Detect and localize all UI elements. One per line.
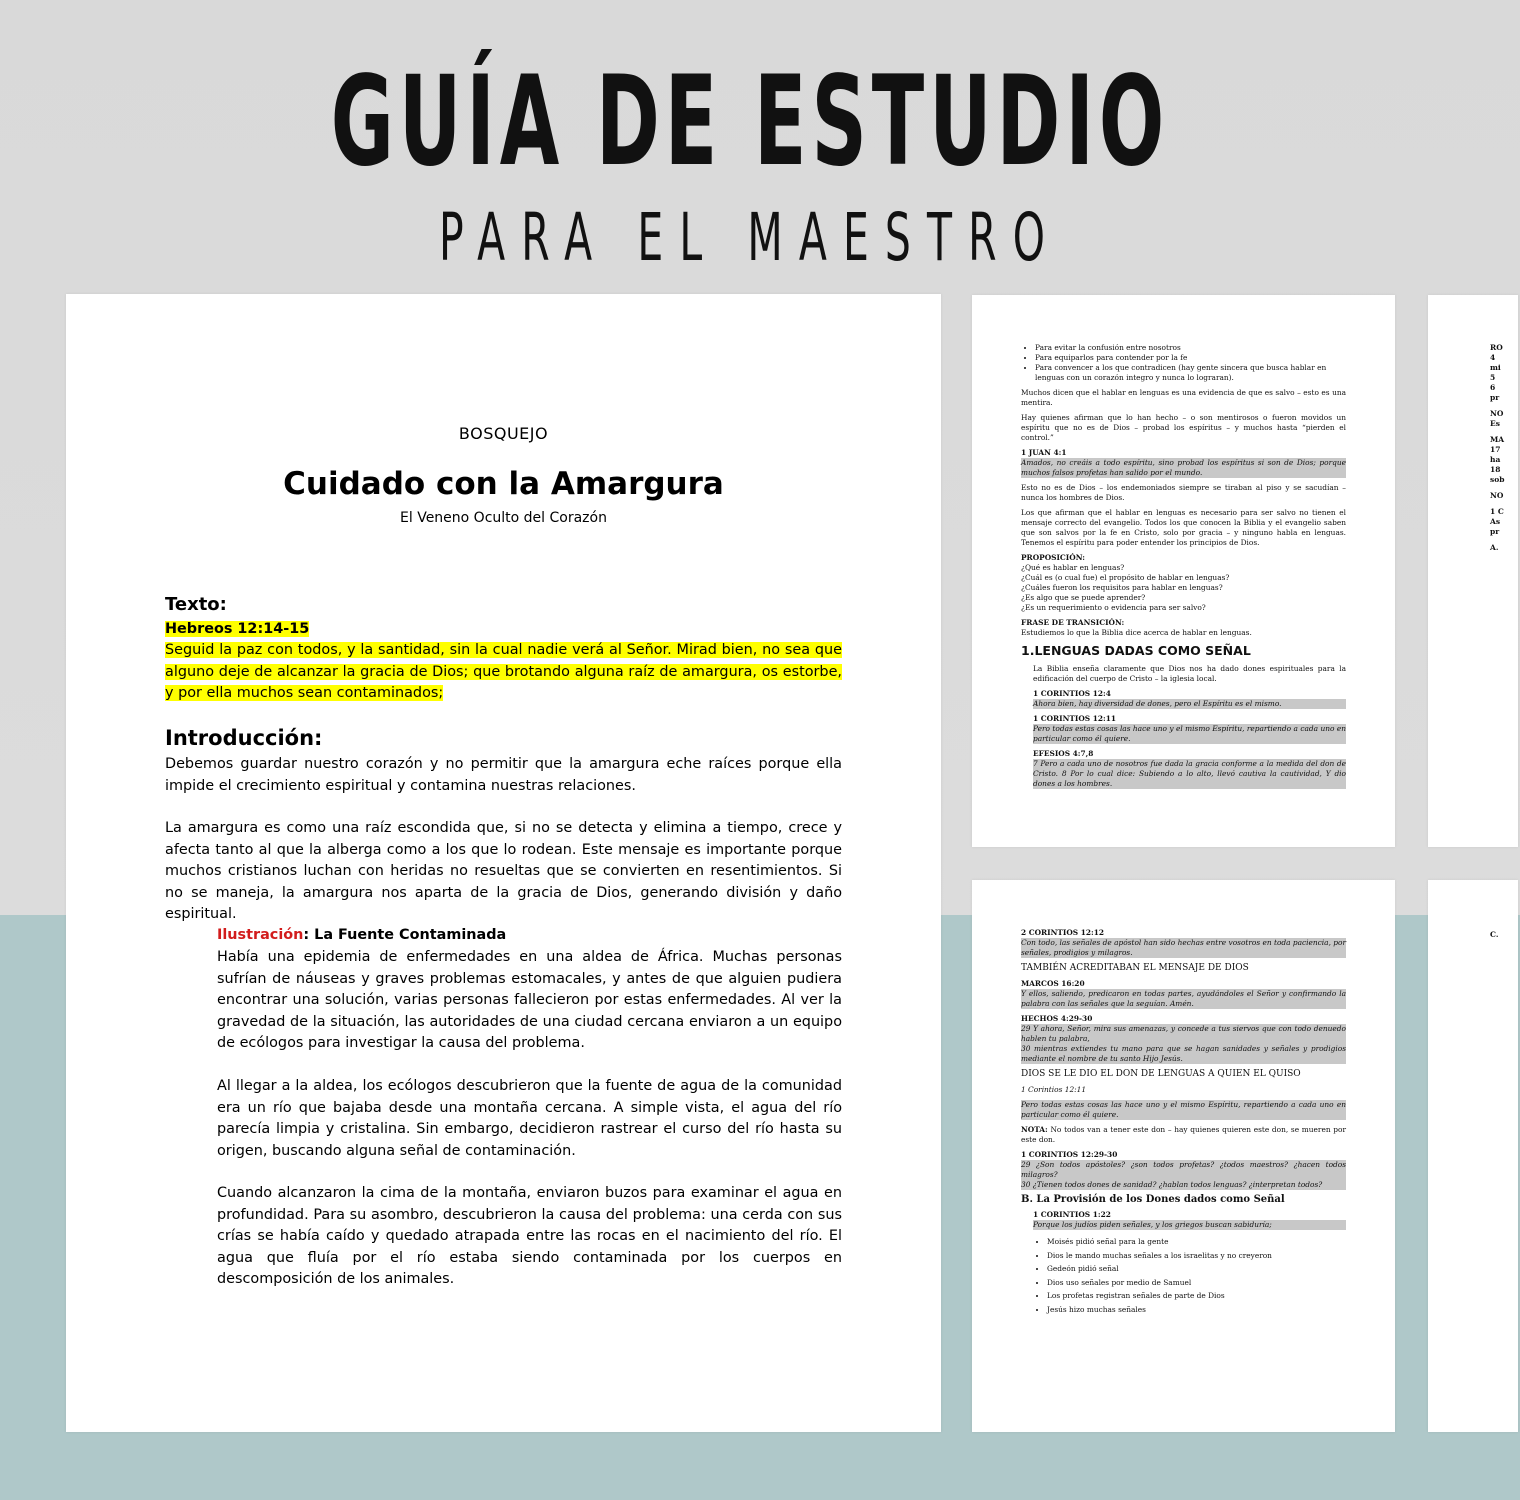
verse-quote: 29 ¿Son todos apóstoles? ¿son todos profetas? ¿todos maestros? ¿hacen todos milagros? <box>1021 1160 1346 1179</box>
cropped-line: sob <box>1490 475 1505 484</box>
verse-ref: 1 CORINTIOS 1:22 <box>1033 1210 1111 1219</box>
verse-quote: Con todo, las señales de apóstol han sido hechas entre vosotros en toda paciencia, por señales, prodigios y milagros. <box>1021 938 1346 957</box>
verse-ref: HECHOS 4:29-30 <box>1021 1014 1093 1023</box>
illustration-heading <box>217 925 842 947</box>
intro-paragraph-1: Debemos guardar nuestro corazón y no permitir que la amargura eche raíces porque ella impide el crecimiento espiritual y contamina nuestras relaciones. <box>165 756 842 794</box>
cropped-line: 4 <box>1490 353 1496 362</box>
verse-quote: Pero todas estas cosas las hace uno y el mismo Espíritu, repartiendo a cada uno en particular como él quiere. <box>1033 724 1346 743</box>
illustration-label: Ilustración <box>217 927 304 943</box>
list-item: • Jesús hizo muchas señales <box>1047 1303 1346 1317</box>
page-bottom-fade <box>66 1294 941 1432</box>
illustration-paragraph-1: Había una epidemia de enfermedades en una aldea de África. Muchas personas sufrían de náuseas y graves problemas estomacales, y antes de que alguien pudiera encontrar una solución, varias personas fallecieron por estas enfermedades. Al ver la gravedad de la situación, las autoridades de una ciudad cercana enviaron a un equipo de ecólogos para investigar la causa del problema. <box>217 949 842 1051</box>
texto-heading: Texto: <box>165 594 227 615</box>
cropped-line: A. <box>1490 543 1499 552</box>
cropped-line: C. <box>1490 930 1499 939</box>
cropped-text <box>1490 343 1520 553</box>
verse-quote: 29 Y ahora, Señor, mira sus amenazas, y concede a tus siervos que con todo denuedo hablen tu palabra, <box>1021 1024 1346 1043</box>
proposition-line: ¿Qué es hablar en lenguas? <box>1021 563 1125 572</box>
verse-ref: 1 CORINTIOS 12:4 <box>1033 689 1111 698</box>
transition-text: Estudiemos lo que la Biblia dice acerca de hablar en lenguas. <box>1021 628 1252 637</box>
caps-heading: TAMBIÉN ACREDITABAN EL MENSAJE DE DIOS <box>1021 963 1249 973</box>
paragraph: Esto no es de Dios – los endemoniados siempre se tiraban al piso y se sacudían – nunca los hombres de Dios. <box>1021 483 1346 502</box>
subsection-body <box>1021 1210 1346 1316</box>
banner-subtitle: PARA EL MAESTRO <box>438 199 1062 276</box>
texto-body <box>165 640 842 705</box>
verse-ref: 1 JUAN 4:1 <box>1021 448 1067 457</box>
section-heading: 1.LENGUAS DADAS COMO SEÑAL <box>1021 643 1251 658</box>
banner-title: GUÍA DE ESTUDIO <box>330 50 1170 194</box>
list-item: • Para equiparlos para contender por la fe <box>1035 353 1346 363</box>
caps-heading: DIOS SE LE DIO EL DON DE LENGUAS A QUIEN EL QUISO <box>1021 1069 1301 1079</box>
cropped-line: As <box>1490 517 1501 526</box>
cropped-line: 1 C <box>1490 507 1504 516</box>
verse-ref: 1 Corintios 12:11 <box>1021 1085 1087 1094</box>
document-page-5-edge <box>1428 880 1518 1432</box>
verse-ref: MARCOS 16:20 <box>1021 979 1085 988</box>
list-item: • Dios le mando muchas señales a los israelitas y no creyeron <box>1047 1249 1346 1263</box>
proposition-line: ¿Es algo que se puede aprender? <box>1021 593 1146 602</box>
texto-ref <box>165 619 842 641</box>
texto-body-text: Seguid la paz con todos, y la santidad, sin la cual nadie verá al Señor. Mirad bien, no sea que alguno deje de alcanzar la gracia de Dios; que brotando alguna raíz de amargura, os estorbe, y por ella muchos sean contaminados; <box>165 642 842 701</box>
cropped-line: NO <box>1490 409 1504 418</box>
document-page-4-edge <box>1428 295 1518 847</box>
cropped-line: 17 <box>1490 445 1501 454</box>
verse-quote: 30 mientras extiendes tu mano para que se hagan sanidades y señales y prodigios mediante el nombre de tu santo Hijo Jesús. <box>1021 1044 1346 1063</box>
list-item: • Dios uso señales por medio de Samuel <box>1047 1276 1346 1290</box>
intro-paragraph-2: La amargura es como una raíz escondida que, si no se detecta y elimina a tiempo, crece y afecta tanto al que la alberga como a los que lo rodean. Este mensaje es importante porque muchos cristianos luchan con heridas no resueltas que se convierten en resentimientos. Si no se maneja, la amargura nos aparta de la gracia de Dios, generando división y daño espiritual. <box>165 820 842 922</box>
cropped-line: ha <box>1490 455 1501 464</box>
note <box>1021 1125 1346 1145</box>
verse-ref: 1 CORINTIOS 12:11 <box>1033 714 1116 723</box>
cropped-line: pr <box>1490 527 1500 536</box>
transition-heading: FRASE DE TRANSICIÓN: <box>1021 618 1125 627</box>
cropped-line: NO <box>1490 491 1504 500</box>
sermon-title: Cuidado con la Amargura <box>283 466 724 502</box>
outline-label: BOSQUEJO <box>458 424 549 443</box>
illustration-paragraph-3: Cuando alcanzaron la cima de la montaña, enviaron buzos para examinar el agua en profundidad. Para su asombro, descubrieron la causa del problema: una cerda con sus crías se había caído y quedado atrapada entre las rocas en el nacimiento del río. El agua que fluía por el río estaba siendo contaminada por los cuerpos en descomposición de los animales. <box>217 1185 842 1287</box>
cropped-line: MA <box>1490 435 1505 444</box>
verse-ref: 2 CORINTIOS 12:12 <box>1021 928 1104 937</box>
cropped-text <box>1490 930 1520 940</box>
note-text: No todos van a tener este don – hay quienes quieren este don, se mueren por este don. <box>1021 1125 1346 1144</box>
verse-quote: 30 ¿Tienen todos dones de sanidad? ¿hablan todos lenguas? ¿interpretan todos? <box>1021 1180 1346 1190</box>
paragraph: Los que afirman que el hablar en lenguas es necesario para ser salvo no tienen el mensaje correcto del evangelio. Todos los que conocen la Biblia y el evangelio saben que son salvos por la fe en Cristo, solo por gracia – y ninguno habla en lenguas. Tenemos el espíritu para poder entender los principios de Dios. <box>1021 508 1346 547</box>
signs-list <box>1033 1235 1346 1316</box>
cropped-line: 5 <box>1490 373 1496 382</box>
list-item: • Los profetas registran señales de parte de Dios <box>1047 1289 1346 1303</box>
document-page-3 <box>972 880 1395 1432</box>
list-item: • Moisés pidió señal para la gente <box>1047 1235 1346 1249</box>
paragraph: La Biblia enseña claramente que Dios nos ha dado dones espirituales para la edificación del cuerpo de Cristo – la iglesia local. <box>1033 664 1346 683</box>
illustration-paragraph-2: Al llegar a la aldea, los ecólogos descubrieron que la fuente de agua de la comunidad era un río que bajaba desde una montaña cercana. A simple vista, el agua del río parecía limpia y cristalina. Sin embargo, decidieron rastrear el curso del río hasta su origen, buscando alguna señal de contaminación. <box>217 1078 842 1159</box>
sermon-subtitle: El Veneno Oculto del Corazón <box>400 510 607 526</box>
note-label: NOTA: <box>1021 1125 1048 1134</box>
proposition-heading: PROPOSICIÓN: <box>1021 553 1085 562</box>
list-item: • Para convencer a los que contradicen (hay gente sincera que busca hablar en lenguas con un corazón integro y nunca lo lograran). <box>1035 363 1346 383</box>
texto-ref-text: Hebreos 12:14-15 <box>165 621 310 637</box>
proposition-line: ¿Cuál es (o cual fue) el propósito de hablar en lenguas? <box>1021 573 1230 582</box>
cropped-line: 6 <box>1490 383 1496 392</box>
paragraph: Hay quienes afirman que lo han hecho – o son mentirosos o fueron movidos un espíritu que no es de Dios – probad los espíritus – y muchos hasta “pierden el control.” <box>1021 413 1346 442</box>
verse-quote: Porque los judíos piden señales, y los griegos buscan sabiduría; <box>1033 1220 1346 1230</box>
list-item: • Para evitar la confusión entre nosotros <box>1035 343 1346 353</box>
proposition-line: ¿Cuáles fueron los requisitos para hablar en lenguas? <box>1021 583 1223 592</box>
subsection-heading: B. La Provisión de los Dones dados como Señal <box>1021 1194 1285 1205</box>
cropped-line: Es <box>1490 419 1500 428</box>
intro-heading: Introducción: <box>165 726 323 750</box>
cropped-line: 18 <box>1490 465 1501 474</box>
purpose-list <box>1021 343 1346 383</box>
section-body <box>1021 664 1346 789</box>
verse-quote: 7 Pero a cada uno de nosotros fue dada la gracia conforme a la medida del don de Cristo. 8 Por lo cual dice: Subiendo a lo alto, llevó cautiva la cautividad, Y dio dones a los hombres. <box>1033 759 1346 788</box>
document-page-2 <box>972 295 1395 847</box>
paragraph: Muchos dicen que el hablar en lenguas es una evidencia de que es salvo – esto es una mentira. <box>1021 388 1346 407</box>
cropped-line: pr <box>1490 393 1500 402</box>
cropped-line: RO <box>1490 343 1503 352</box>
verse-quote: Pero todas estas cosas las hace uno y el mismo Espíritu, repartiendo a cada uno en particular como él quiere. <box>1021 1100 1346 1119</box>
verse-quote: Ahora bien, hay diversidad de dones, pero el Espíritu es el mismo. <box>1033 699 1346 709</box>
verse-quote: Y ellos, saliendo, predicaron en todas partes, ayudándoles el Señor y confirmando la palabra con las señales que la seguían. Amén. <box>1021 989 1346 1008</box>
cropped-line: mi <box>1490 363 1501 372</box>
main-document-page <box>66 294 941 1432</box>
proposition-line: ¿Es un requerimiento o evidencia para ser salvo? <box>1021 603 1206 612</box>
verse-ref: 1 CORINTIOS 12:29-30 <box>1021 1150 1118 1159</box>
list-item: • Gedeón pidió señal <box>1047 1262 1346 1276</box>
verse-ref: EFESIOS 4:7,8 <box>1033 749 1094 758</box>
verse-quote: Amados, no creáis a todo espíritu, sino probad los espíritus si son de Dios; porque muchos falsos profetas han salido por el mundo. <box>1021 458 1346 477</box>
illustration-title: : La Fuente Contaminada <box>303 927 507 943</box>
